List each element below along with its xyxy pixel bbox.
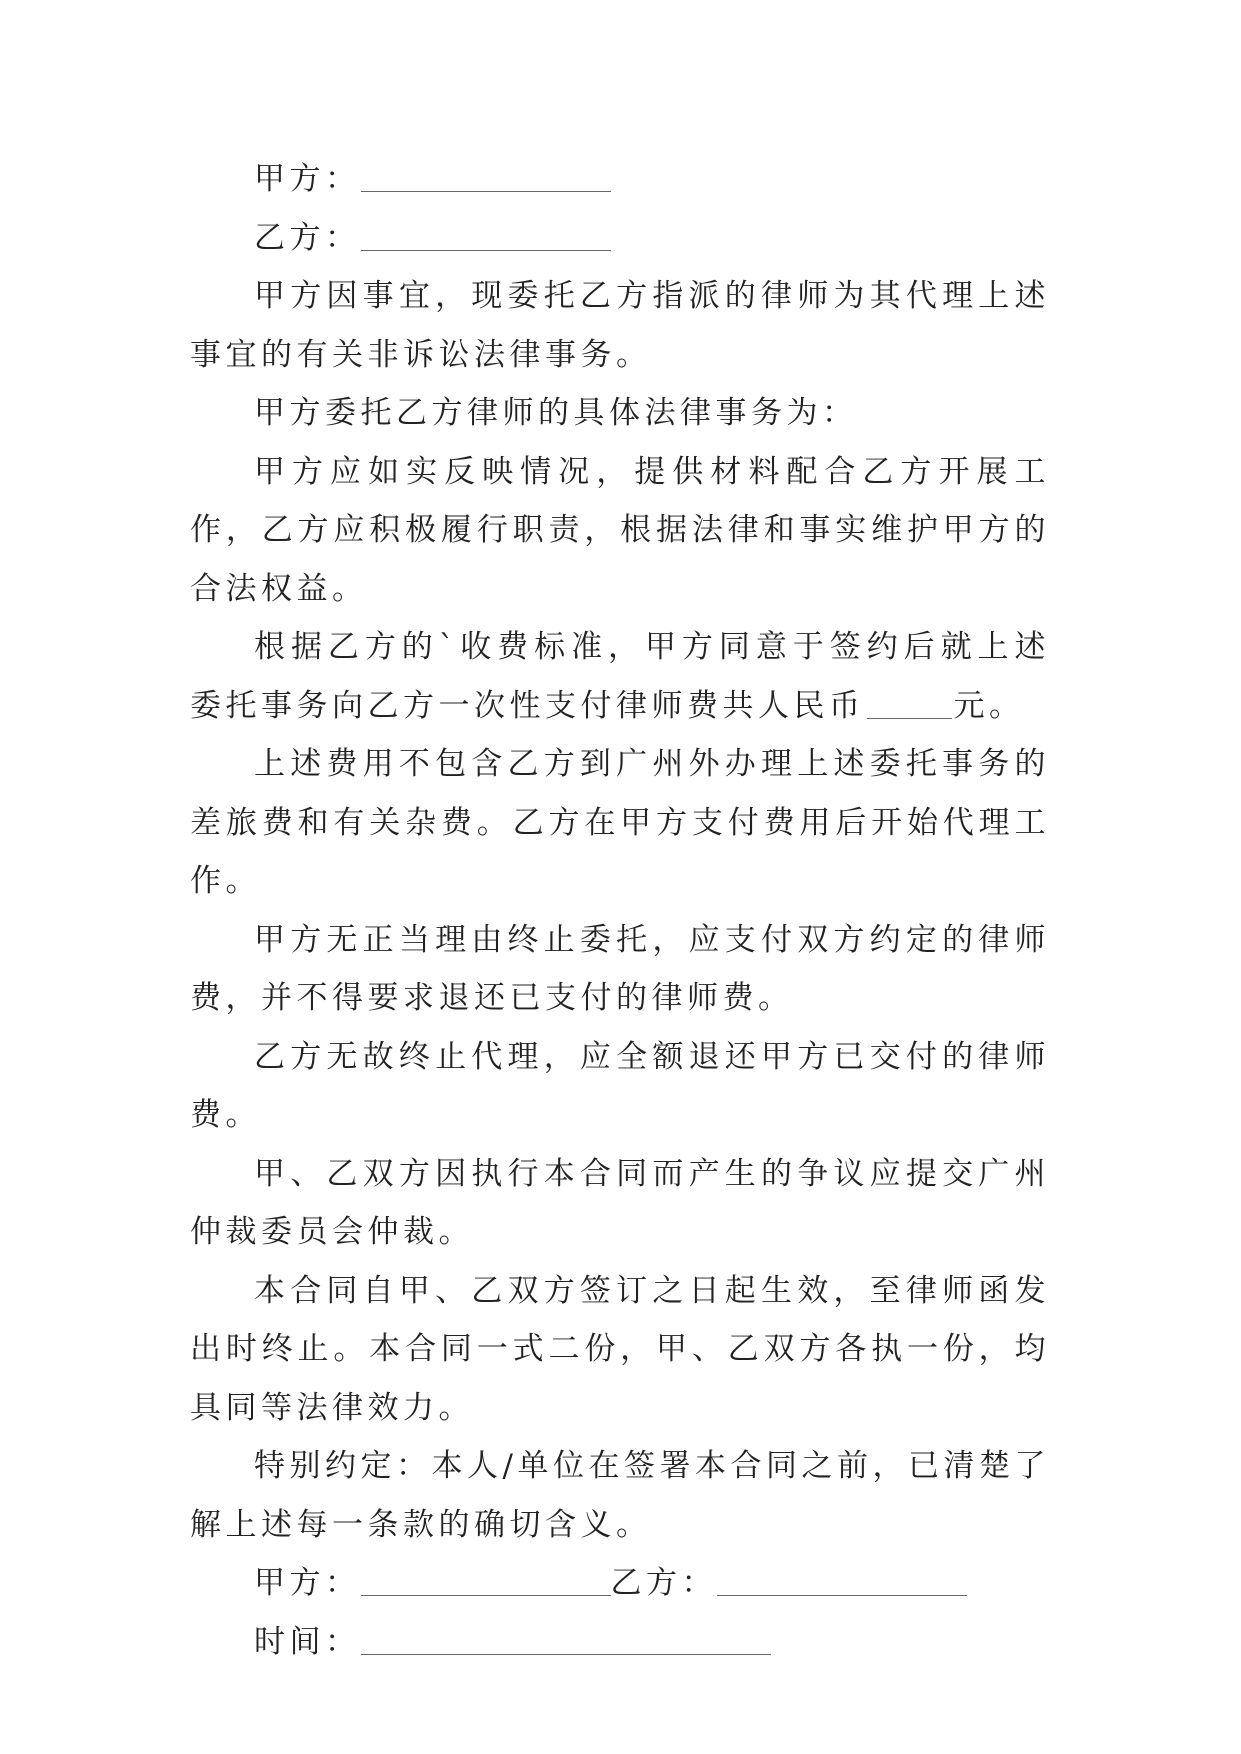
signature-party-a-label: 甲方：: [254, 1565, 361, 1601]
contract-document: [190, 150, 1050, 1671]
party-b-label: 乙方：: [254, 219, 361, 256]
party-a-blank: [361, 161, 611, 192]
fee-text: 根据乙方的`收费标准，甲方同意于签约后就上述委托事务向乙方一次性支付律师费共人民币: [190, 629, 1050, 724]
fee-amount-blank: [867, 688, 952, 719]
paragraph: 本合同自甲、乙双方签订之日起生效，至律师函发出时终止。本合同一式二份，甲、乙双方各执一份，均具同等法律效力。: [190, 1272, 1050, 1426]
paragraph: 甲方委托乙方律师的具体法律事务为：: [254, 395, 858, 431]
paragraph: 甲方因事宜，现委托乙方指派的律师为其代理上述事宜的有关非诉讼法律事务。: [190, 278, 1050, 373]
signature-line: [190, 1554, 1050, 1613]
party-b-line: [190, 209, 1050, 268]
paragraph: 甲方应如实反映情况，提供材料配合乙方开展工作，乙方应积极履行职责，根据法律和事实维护甲方的合法权益。: [190, 453, 1050, 607]
paragraph: 甲方无正当理由终止委托，应支付双方约定的律师费，并不得要求退还已支付的律师费。: [190, 921, 1050, 1016]
fee-paragraph: [190, 618, 1050, 735]
time-line: [190, 1613, 1050, 1672]
fee-unit: 元。: [953, 687, 1025, 724]
paragraph: 特别约定：本人/单位在签署本合同之前，已清楚了解上述每一条款的确切含义。: [190, 1448, 1050, 1543]
party-b-blank: [361, 220, 611, 251]
signature-party-b-label: 乙方：: [610, 1565, 717, 1601]
time-blank: [361, 1624, 771, 1655]
time-label: 时间：: [254, 1623, 361, 1660]
signature-party-a-blank: [361, 1565, 611, 1596]
party-a-line: [190, 150, 1050, 209]
party-a-label: 甲方：: [254, 161, 361, 197]
signature-party-b-blank: [717, 1565, 967, 1596]
paragraph: 甲、乙双方因执行本合同而产生的争议应提交广州仲裁委员会仲裁。: [190, 1155, 1050, 1250]
paragraph: 上述费用不包含乙方到广州外办理上述委托事务的差旅费和有关杂费。乙方在甲方支付费用后开始代理工作。: [190, 746, 1050, 899]
paragraph: 乙方无故终止代理，应全额退还甲方已交付的律师费。: [190, 1038, 1050, 1133]
